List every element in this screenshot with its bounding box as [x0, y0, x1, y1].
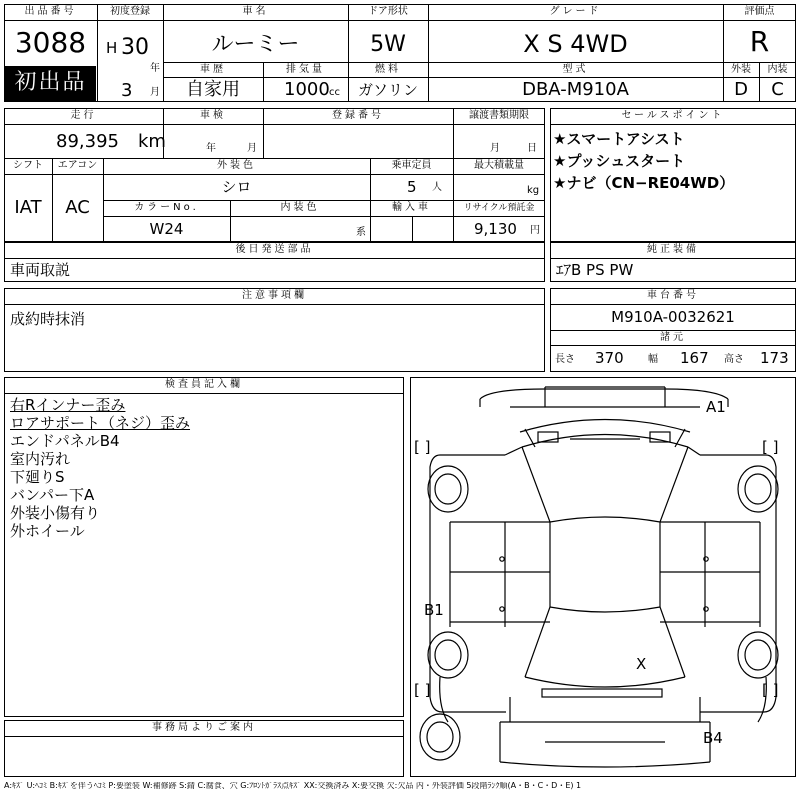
era-letter: H: [106, 39, 118, 57]
exterior-grade: D: [734, 79, 748, 100]
inspector-line-7: 外装小傷有り: [10, 504, 101, 522]
car-name: ルーミー: [211, 32, 300, 57]
month-unit: 月: [150, 87, 160, 98]
inspector-line-2: ロアサポート（ネジ）歪み: [10, 414, 191, 432]
transfer-month-unit: 月: [490, 143, 500, 154]
fuel-value: ガソリン: [357, 81, 418, 99]
history-label: 車歴: [200, 64, 226, 75]
lot-number: 3088: [14, 26, 87, 59]
inspection-year-unit: 年: [206, 143, 216, 154]
recycle-label: リサイクル預託金: [463, 203, 535, 213]
diagram-mark-x: X: [636, 655, 647, 673]
diagram-bracket-right-upper: [ ]: [762, 438, 779, 456]
inspector-line-3: エンドパネルB4: [10, 432, 120, 450]
later-parts-label: 後日発送部品: [235, 244, 314, 255]
diagram-mark-a1: A1: [706, 398, 726, 416]
displacement-unit: cc: [329, 87, 340, 98]
length-value: 370: [595, 349, 624, 367]
details-block: [4, 108, 545, 242]
mileage-value: 89,395: [56, 131, 119, 152]
recycle-value: 9,130: [474, 220, 517, 238]
interior-label: 内装: [767, 64, 788, 75]
grade-label: グレード: [549, 6, 602, 17]
office-label: 事務局よりご案内: [152, 722, 256, 733]
door-label: ドア形状: [368, 6, 408, 17]
ac-label: エアコン: [57, 160, 98, 171]
model-code-value: DBA-M910A: [522, 79, 629, 100]
displacement-label: 排気量: [286, 64, 325, 75]
load-unit: kg: [527, 185, 540, 196]
door-value: 5W: [370, 32, 406, 57]
diagram-mark-b1: B1: [424, 601, 444, 619]
history-value: 自家用: [186, 79, 240, 100]
color-no-label: カラーNo.: [134, 202, 199, 213]
notes-value: 成約時抹消: [10, 310, 86, 328]
lot-label: 出品番号: [24, 6, 77, 17]
inspector-line-4: 室内汚れ: [10, 450, 71, 468]
color-no-value: W24: [149, 220, 184, 238]
reg-year: 30: [121, 35, 149, 60]
inspector-line-8: 外ホイール: [10, 522, 85, 540]
length-label: 長さ: [555, 354, 575, 365]
chassis-value: M910A-0032621: [611, 308, 735, 326]
equipment-value: ｴｱB PS PW: [556, 261, 634, 279]
interior-grade: C: [771, 79, 784, 100]
selling-point-2: ★プッシュスタート: [553, 152, 686, 170]
selling-points-label: セールスポイント: [621, 110, 725, 121]
mileage-label: 走行: [70, 110, 97, 121]
diagram-bracket-left-lower: [ ]: [414, 681, 431, 699]
model-code-label: 型式: [562, 64, 589, 75]
specs-label: 諸元: [660, 332, 686, 343]
diagram-mark-b4: B4: [703, 729, 723, 747]
displacement-value: 1000: [284, 79, 330, 100]
transfer-day-unit: 日: [527, 143, 537, 154]
inspector-line-6: バンパー下A: [10, 486, 95, 504]
fuel-label: 燃料: [375, 64, 401, 75]
capacity-label: 乗車定員: [391, 160, 432, 171]
exterior-color-value: シロ: [221, 178, 252, 196]
car-diagram: [410, 377, 796, 777]
reg-month: 3: [121, 80, 133, 101]
notes-label: 注意事項欄: [242, 290, 307, 301]
import-label: 輸入車: [392, 202, 431, 213]
interior-color-label: 内装色: [280, 202, 320, 213]
shift-label: シフト: [13, 160, 43, 171]
legend-text: A:ｷｽﾞ U:ﾍｺﾐ B:ｷｽﾞを伴うﾍｺﾐ P:要塗装 W:補修跡 S:錆 C:腐食、穴 G:ﾌﾛﾝﾄｶﾞﾗｽ点ｷｽﾞ XX:交換済み X:要交換 欠:欠品 内・外装評価 5段階ﾗﾝｸ順(A・B・C・D・E) 1: [4, 782, 582, 790]
equipment-label: 純正装備: [647, 244, 699, 255]
rating-label: 評価点: [744, 6, 775, 17]
width-value: 167: [680, 349, 709, 367]
rating-value: R: [749, 25, 770, 58]
inspection-label: 車検: [200, 110, 226, 121]
load-label: 最大積載量: [474, 160, 524, 171]
later-parts-value: 車両取説: [10, 261, 71, 279]
first-listing-text: 初出品: [14, 70, 87, 95]
capacity-unit: 人: [432, 182, 442, 193]
first-reg-label: 初度登録: [110, 6, 150, 17]
diagram-bracket-left-upper: [ ]: [414, 438, 431, 456]
height-value: 173: [760, 349, 789, 367]
car-name-label: 車名: [242, 6, 269, 17]
recycle-unit: 円: [530, 225, 540, 236]
shift-value: IAT: [14, 197, 42, 218]
exterior-label: 外装: [731, 64, 751, 75]
selling-point-3: ★ナビ（CN−RE04WD）: [553, 174, 735, 192]
chassis-label: 車台番号: [647, 290, 699, 301]
exterior-color-label: 外装色: [217, 160, 256, 171]
ac-value: AC: [65, 197, 90, 218]
plate-label: 登録番号: [332, 110, 384, 121]
year-unit: 年: [150, 63, 160, 74]
interior-color-unit: 系: [356, 227, 366, 238]
inspector-line-1: 右Rインナー歪み: [10, 396, 126, 414]
inspector-label: 検査員記入欄: [165, 379, 243, 390]
width-label: 幅: [648, 354, 658, 365]
inspector-line-5: 下廻りS: [10, 468, 65, 486]
selling-point-1: ★スマートアシスト: [553, 130, 685, 148]
diagram-bracket-right-lower: [ ]: [762, 681, 779, 699]
grade-value: X S 4WD: [523, 30, 628, 58]
capacity-value: 5: [407, 178, 417, 196]
mileage-unit: km: [138, 131, 166, 152]
transfer-label: 譲渡書類期限: [469, 110, 529, 121]
inspection-month-unit: 月: [247, 143, 257, 154]
height-label: 高さ: [724, 354, 744, 365]
